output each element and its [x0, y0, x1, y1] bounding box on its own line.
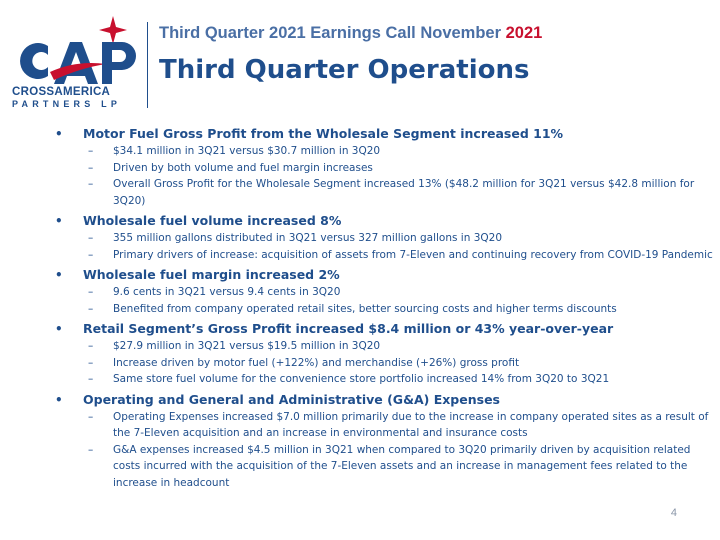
sub-bullet: – 355 million gallons distributed in 3Q21 versus 327 million gallons in 3Q20 — [53, 230, 713, 247]
sub-bullet: – G&A expenses increased $4.5 million in 3Q21 when compared to 3Q20 primarily driven by acquisition related costs incurred with the acquisition of the 7-Eleven assets and an increase in management fees related to the increase in headcount — [53, 442, 713, 492]
page-title: Third Quarter Operations — [159, 55, 530, 85]
event-header — [159, 24, 542, 43]
sub-bullet: – Primary drivers of increase: acquisition of assets from 7-Eleven and continuing recovery from COVID-19 Pandemic — [53, 247, 713, 264]
event-title: Third Quarter 2021 Earnings Call November — [159, 24, 502, 42]
sub-bullet: – 9.6 cents in 3Q21 versus 9.4 cents in 3Q20 — [53, 284, 713, 301]
bullet-5: • Operating and General and Administrative (G&A) Expenses — [53, 391, 713, 409]
event-year: 2021 — [505, 24, 543, 42]
sub-bullet: – Operating Expenses increased $7.0 million primarily due to the increase in company operated sites as a result of the 7-Eleven acquisition and an increase in environmental and insurance costs — [53, 409, 713, 442]
logo-company-name: CROSSAMERICA — [12, 86, 111, 98]
sub-bullet: – $27.9 million in 3Q21 versus $19.5 million in 3Q20 — [53, 338, 713, 355]
bullet-1: • Motor Fuel Gross Profit from the Wholesale Segment increased 11% — [53, 125, 713, 143]
bullet-list — [53, 125, 713, 491]
sub-bullet: – Same store fuel volume for the convenience store portfolio increased 14% from 3Q20 to 3Q21 — [53, 371, 713, 388]
bullet-4: • Retail Segment’s Gross Profit increased $8.4 million or 43% year-over-year — [53, 320, 713, 338]
bullet-2: • Wholesale fuel volume increased 8% — [53, 212, 713, 230]
sub-bullet: – Overall Gross Profit for the Wholesale Segment increased 13% ($48.2 million for 3Q21 versus $42.8 million for 3Q20) — [53, 176, 713, 209]
page-number: 4 — [670, 507, 677, 519]
sub-bullet: – Driven by both volume and fuel margin increases — [53, 160, 713, 177]
sub-bullet: – Benefited from company operated retail sites, better sourcing costs and higher terms discounts — [53, 301, 713, 318]
logo-tagline: PARTNERS LP — [12, 99, 122, 109]
header-divider — [147, 22, 148, 108]
sub-bullet: – $34.1 million in 3Q21 versus $30.7 million in 3Q20 — [53, 143, 713, 160]
sub-bullet: – Increase driven by motor fuel (+122%) and merchandise (+26%) gross profit — [53, 355, 713, 372]
star-icon — [99, 16, 127, 44]
bullet-3: • Wholesale fuel margin increased 2% — [53, 266, 713, 284]
